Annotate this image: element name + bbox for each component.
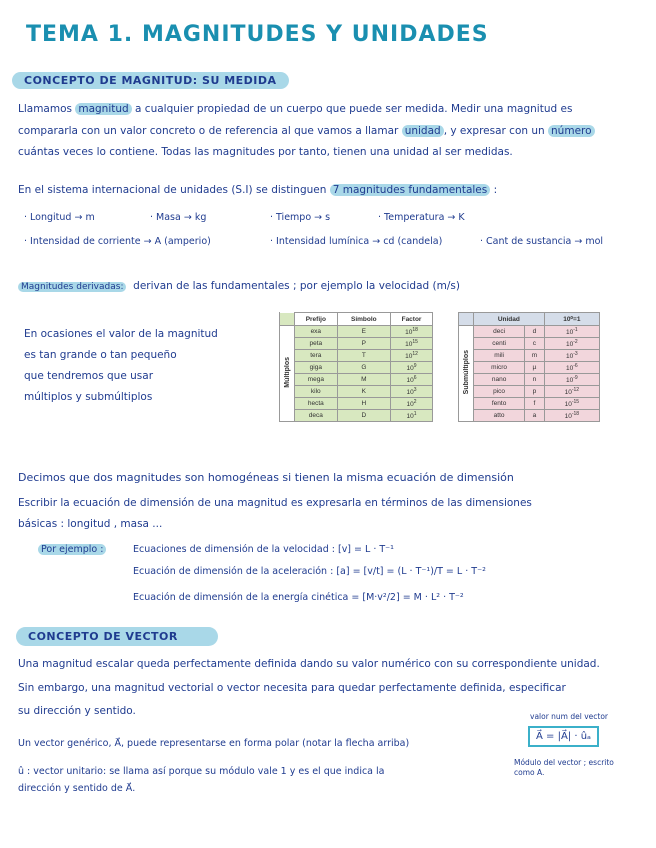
fund-item: · Longitud → m	[24, 212, 95, 223]
col-header: Unidad	[474, 313, 545, 326]
table-cell: K	[337, 386, 390, 398]
corner	[280, 313, 295, 326]
paragraph-line	[18, 124, 595, 138]
factor-exponent: -2	[573, 338, 578, 345]
text: compararla con un valor concreto o de referencia al que vamos a llamar	[18, 125, 399, 137]
highlight-derivadas: Magnitudes derivadas:	[18, 282, 126, 292]
table-cell: tera	[295, 350, 338, 362]
factor-exponent: -12	[571, 386, 580, 393]
side-label: Submúltiplos	[462, 350, 470, 395]
vector-line-4: Un vector genérico, A⃗, puede representarse en forma polar (notar la flecha arriba)	[18, 738, 410, 749]
section-heading-magnitud: CONCEPTO DE MAGNITUD: SU MEDIDA	[12, 72, 289, 89]
side-label-cell	[459, 326, 474, 422]
table-cell: hecta	[295, 398, 338, 410]
table-cell-factor	[544, 326, 599, 338]
col-header: Prefijo	[295, 313, 338, 326]
table-cell-factor	[391, 374, 433, 386]
table-cell: atto	[474, 410, 525, 422]
homog-line-1: Decimos que dos magnitudes son homogéneas si tienen la misma ecuación de dimensión	[18, 471, 514, 484]
paragraph-line: cuántas veces lo contiene. Todas las magnitudes por tanto, tienen una unidad al ser medidas.	[18, 146, 513, 158]
derived-line	[18, 279, 460, 294]
homog-line-3: básicas : longitud , masa ...	[18, 518, 163, 530]
table-cell-factor	[544, 362, 599, 374]
table-cell: E	[337, 326, 390, 338]
side-label: Múltiplos	[283, 357, 291, 388]
factor-exponent: 12	[412, 350, 418, 357]
occasion-text	[24, 324, 218, 408]
factor-base: 10	[406, 365, 414, 373]
text: Llamamos	[18, 103, 72, 115]
section-heading-vector: CONCEPTO DE VECTOR	[16, 627, 218, 646]
table-cell-factor	[391, 362, 433, 374]
factor-base: 10	[564, 413, 572, 421]
table-row	[280, 410, 433, 422]
polar-form-box: A⃗ = |A⃗| · ûₐ	[528, 726, 599, 747]
table-cell: c	[525, 338, 544, 350]
table-row	[280, 350, 433, 362]
factor-base: 10	[565, 365, 574, 373]
text: :	[493, 184, 498, 196]
table-cell: pico	[474, 386, 525, 398]
fund-item: · Masa → kg	[150, 212, 207, 223]
table-row	[459, 350, 600, 362]
table-cell: centi	[474, 338, 525, 350]
factor-base: 10	[565, 377, 574, 385]
factor-base: 10	[565, 353, 574, 361]
equation-acceleration: Ecuación de dimensión de la aceleración : [a] = [v/t] = (L · T⁻¹)/T = L · T⁻²	[133, 566, 486, 577]
factor-base: 10	[406, 413, 414, 421]
factor-exponent: 18	[412, 326, 418, 333]
table-row	[459, 410, 600, 422]
table-cell-factor	[544, 398, 599, 410]
factor-exponent: 6	[413, 374, 417, 381]
highlight-fundamentales: 7 magnitudes fundamentales	[330, 184, 490, 196]
vector-line-3: su dirección y sentido.	[18, 705, 136, 717]
highlight-example: Por ejemplo :	[38, 544, 106, 555]
table-cell: deca	[295, 410, 338, 422]
table-cell-factor	[391, 386, 433, 398]
factor-exponent: -9	[573, 374, 578, 381]
factor-exponent: 1	[413, 410, 417, 417]
table-cell: kilo	[295, 386, 338, 398]
factor-base: 10	[406, 401, 414, 409]
table-cell: exa	[295, 326, 338, 338]
factor-exponent: -3	[573, 350, 578, 357]
table-cell: mili	[474, 350, 525, 362]
table-cell: mega	[295, 374, 338, 386]
table-row	[459, 326, 600, 338]
text: a cualquier propiedad de un cuerpo que puede ser medida. Medir una magnitud es	[135, 103, 573, 115]
table-cell: f	[525, 398, 544, 410]
paragraph-line	[18, 102, 572, 116]
occasion-line: En ocasiones el valor de la magnitud	[24, 328, 218, 340]
factor-exponent: 3	[413, 386, 417, 393]
table-cell: D	[337, 410, 390, 422]
submultiples-table	[458, 312, 600, 422]
table-cell: giga	[295, 362, 338, 374]
note-bottom-line: como A.	[514, 768, 545, 777]
table-row	[280, 362, 433, 374]
factor-exponent: -18	[571, 410, 580, 417]
note-top: valor num del vector	[530, 712, 609, 721]
table-row	[459, 362, 600, 374]
factor-exponent: 9	[413, 362, 417, 369]
table-cell-factor	[391, 326, 433, 338]
text: , y expresar con un	[443, 125, 545, 137]
fund-item: · Cant de sustancia → mol	[480, 236, 604, 247]
table-cell-factor	[391, 338, 433, 350]
table-cell: n	[525, 374, 544, 386]
table-cell-factor	[544, 338, 599, 350]
equation-velocity: Ecuaciones de dimensión de la velocidad : [v] = L · T⁻¹	[133, 544, 394, 555]
table-cell: µ	[525, 362, 544, 374]
page-title: TEMA 1. MAGNITUDES Y UNIDADES	[26, 22, 489, 47]
table-cell-factor	[544, 374, 599, 386]
table-cell: micro	[474, 362, 525, 374]
equation-energy: Ecuación de dimensión de la energía cinética = [M·v²/2] = M · L² · T⁻²	[133, 592, 464, 603]
fund-item: · Intensidad de corriente → A (amperio)	[24, 236, 211, 247]
highlight-unidad: unidad	[402, 125, 444, 137]
text: derivan de las fundamentales ; por ejemplo la velocidad (m/s)	[133, 280, 460, 292]
si-line	[18, 183, 497, 197]
text: En el sistema internacional de unidades (S.I) se distinguen	[18, 184, 327, 196]
factor-base: 10	[565, 329, 574, 337]
occasion-line: que tendremos que usar	[24, 370, 154, 382]
side-label-cell	[280, 326, 295, 422]
table-cell-factor	[391, 410, 433, 422]
vector-line-5: û : vector unitario: se llama así porque su módulo vale 1 y es el que indica la	[18, 766, 385, 777]
factor-base: 10	[405, 341, 413, 349]
fund-item: · Intensidad lumínica → cd (candela)	[270, 236, 443, 247]
table-cell-factor	[391, 350, 433, 362]
table-row	[280, 398, 433, 410]
col-header: Factor	[391, 313, 433, 326]
table-row	[280, 338, 433, 350]
table-cell: m	[525, 350, 544, 362]
factor-base: 10	[565, 341, 574, 349]
factor-base: 10	[405, 329, 413, 337]
example-label	[38, 544, 106, 555]
col-header: 10⁰=1	[544, 313, 599, 326]
table-cell-factor	[391, 398, 433, 410]
highlight-magnitud: magnitud	[75, 103, 131, 115]
fund-item: · Tiempo → s	[270, 212, 331, 223]
table-cell: fento	[474, 398, 525, 410]
table-row	[280, 326, 433, 338]
table-cell: peta	[295, 338, 338, 350]
table-cell: nano	[474, 374, 525, 386]
table-row	[459, 374, 600, 386]
vector-line-2: Sin embargo, una magnitud vectorial o vector necesita para quedar perfectamente definida, especificar	[18, 682, 566, 694]
corner	[459, 313, 474, 326]
note-bottom	[514, 758, 614, 778]
table-cell: P	[337, 338, 390, 350]
vector-line-6: dirección y sentido de A⃗.	[18, 783, 136, 794]
factor-exponent: 2	[413, 398, 417, 405]
table-cell-factor	[544, 410, 599, 422]
fund-item: · Temperatura → K	[378, 212, 465, 223]
table-cell: deci	[474, 326, 525, 338]
factor-base: 10	[405, 353, 413, 361]
factor-exponent: 15	[412, 338, 418, 345]
factor-base: 10	[406, 389, 414, 397]
vector-line-1: Una magnitud escalar queda perfectamente definida dando su valor numérico con su correspondiente unidad.	[18, 658, 600, 670]
occasion-line: múltiplos y submúltiplos	[24, 391, 153, 403]
table-row	[280, 386, 433, 398]
factor-base: 10	[564, 389, 572, 397]
table-row	[459, 338, 600, 350]
table-cell-factor	[544, 350, 599, 362]
table-cell: G	[337, 362, 390, 374]
table-cell: M	[337, 374, 390, 386]
table-row	[459, 398, 600, 410]
table-cell: p	[525, 386, 544, 398]
table-cell: d	[525, 326, 544, 338]
table-row	[459, 386, 600, 398]
table-row	[280, 374, 433, 386]
factor-exponent: -6	[573, 362, 578, 369]
factor-exponent: -15	[571, 398, 580, 405]
occasion-line: es tan grande o tan pequeño	[24, 349, 177, 361]
highlight-numero: número	[548, 125, 595, 137]
factor-base: 10	[564, 401, 572, 409]
table-cell: a	[525, 410, 544, 422]
table-cell: T	[337, 350, 390, 362]
factor-base: 10	[406, 377, 414, 385]
table-cell: H	[337, 398, 390, 410]
col-header: Símbolo	[337, 313, 390, 326]
factor-exponent: -1	[573, 326, 578, 333]
table-cell-factor	[544, 386, 599, 398]
multiples-table	[279, 312, 433, 422]
note-bottom-line: Módulo del vector ; escrito	[514, 758, 614, 767]
homog-line-2: Escribir la ecuación de dimensión de una magnitud es expresarla en términos de las dimensiones	[18, 497, 532, 509]
